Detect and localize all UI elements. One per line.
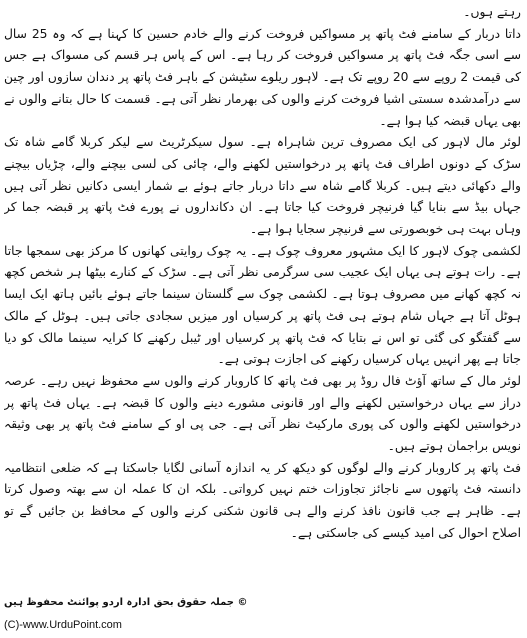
copyright-notice: © جملہ حقوق بحق ادارہ اردو پوائنٹ محفوظ ہیں [4,597,248,608]
paragraph: لوئر مال لاہور کی ایک مصروف ترین شاہراہ ہے۔ سول سیکرٹریٹ سے لیکر کربلا گامے شاہ تک سڑک کے دونوں اطراف فٹ پاتھ پر درخواستیں لکھنے والے، چائی کی لسی بیچنے والے، چڑیاں بیچنے والے دکھائی دیتے ہیں۔ کربلا گامے شاہ سے داتا دربار جاتے ہوئے بے شمار ایسی دکانیں نظر آتی ہیں جہاں بیڈ سے بنایا گیا فرنیچر فروخت کیا جاتا ہے۔ ان دکانداروں نے پورے فٹ پاتھ پر قبضہ جما کر وہاں بہت ہی خوبصورتی سے فرنیچر سجایا ہوا ہے۔ [4,135,521,237]
paragraph: داتا دربار کے سامنے فٹ پاتھ پر مسواکیں فروخت کرنے والے خادم حسین کا کہنا ہے کہ وہ 25 سال سے اسی جگہ فٹ پاتھ پر مسواکیں فروخت کر رہا ہے۔ اس کے پاس ہر قسم کی مسواک ہے جس کی قیمت 2 روپے سے 20 روپے تک ہے۔ لاہور ریلوے سٹیشن کے باہر فٹ پاتھ پر دندان سازوں اور چین سے درآمدشدہ سستی اشیا فروخت کرنے والوں کی بھرمار نظر آتی ہے۔ قسمت کا حال بتانے والوں نے بھی یہاں قبضہ کیا ہوا ہے۔ [4,26,521,128]
paragraph: لوئر مال کے ساتھ آؤٹ فال روڈ پر بھی فٹ پاتھ کا کاروبار کرنے والوں سے محفوظ نہیں رہے۔ عرصہ دراز سے یہاں درخواستیں لکھنے والے اور قانونی مشورے دینے والوں کا قبضہ ہے۔ یہاں فٹ پاتھ پر درخواستیں لکھنے والوں کی پوری مارکیٹ نظر آتی ہے۔ جی پی او کے سامنے فٹ پاتھ پر بھی وثیقہ نویس براجمان ہوتے ہیں۔ [4,373,521,454]
site-credit: (C)-www.UrduPoint.com [4,619,122,631]
article-body [4,2,521,594]
paragraph: لکشمی چوک لاہور کا ایک مشہور معروف چوک ہے۔ یہ چوک روایتی کھانوں کا مرکز بھی سمجھا جاتا ہے۔ رات ہوتے ہی یہاں ایک عجیب سی سرگرمی نظر آتی ہے۔ سڑک کے کنارے بیٹھا ہر شخص کچھ نہ کچھ کھانے میں مصروف ہوتا ہے۔ لکشمی چوک سے گلستان سینما جاتے ہوئے بائیں ہاتھ ایک ایسا ہوٹل آتا ہے جہاں شام ہوتے ہی فٹ پاتھ پر کرسیاں اور میزیں سجادی جاتی ہیں۔ ہوٹل کے مالک سے گفتگو کی گئی تو اس نے بتایا کہ فٹ پاتھ پر کرسیاں اور ٹیبل رکھنے کا کرایہ سینما مالک کو دیا جاتا ہے پھر انہیں یہاں کرسیاں رکھنے کی اجازت ہوتی ہے۔ [4,243,521,367]
paragraph: رہتے ہوں۔ [463,5,521,19]
paragraph: فٹ پاتھ پر کاروبار کرنے والے لوگوں کو دیکھ کر یہ اندازہ آسانی لگایا جاسکتا ہے کہ ضلعی انتظامیہ دانستہ فٹ پاتھوں سے ناجائز تجاوزات ختم نہیں کرواتی۔ بلکہ ان کا عملہ ان سے بھتہ وصول کرتا ہے۔ ظاہر ہے جب قانون نافذ کرنے والے ہی قانون شکنی کرنے والوں کے محافظ بن جائیں گے تو اصلاح احوال کی امید کیسے کی جاسکتی ہے۔ [4,460,521,540]
